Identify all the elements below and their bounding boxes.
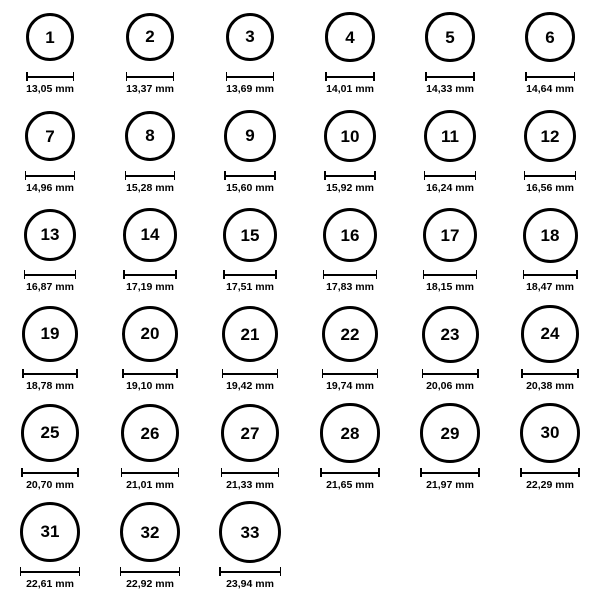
- diameter-value-label: 17,19 mm: [126, 281, 174, 293]
- diameter-measure-bar: [423, 270, 478, 279]
- measure-tick-left: [222, 369, 224, 378]
- measure-tick-left: [125, 171, 127, 180]
- measure-tick-left: [20, 567, 22, 576]
- measure-tick-left: [322, 369, 324, 378]
- measure-tick-left: [120, 567, 122, 576]
- diameter-measure-bar: [425, 72, 475, 81]
- measure-tick-right: [373, 72, 375, 81]
- diameter-measure-bar: [121, 468, 179, 477]
- measure-line: [122, 373, 178, 375]
- ring-size-label: 11: [441, 126, 459, 146]
- measure-tick-right: [277, 369, 279, 378]
- measure-tick-right: [475, 171, 477, 180]
- measure-tick-left: [422, 369, 424, 378]
- measure-line: [20, 571, 80, 573]
- ring-circle: [323, 208, 377, 262]
- ring-size-label: 7: [45, 126, 55, 146]
- ring-circle: [523, 208, 578, 263]
- ring-size-label: 6: [545, 27, 555, 47]
- diameter-measure-bar: [22, 369, 77, 378]
- measure-tick-right: [377, 369, 379, 378]
- measure-tick-left: [425, 72, 427, 81]
- diameter-measure-bar: [223, 270, 277, 279]
- ring-circle: [521, 305, 578, 362]
- measure-tick-right: [476, 270, 478, 279]
- ring-size-label: 20: [140, 324, 160, 344]
- measure-tick-right: [178, 468, 180, 477]
- diameter-value-label: 19,74 mm: [326, 380, 374, 392]
- ring-circle-wrap: [26, 4, 74, 70]
- ring-size-cell: [300, 4, 400, 103]
- ring-circle: [26, 13, 74, 61]
- diameter-value-label: 22,61 mm: [26, 578, 74, 590]
- measure-line: [320, 472, 379, 474]
- diameter-measure-bar: [521, 369, 578, 378]
- ring-circle-wrap: [221, 400, 280, 466]
- ring-circle: [324, 110, 376, 162]
- ring-circle-wrap: [125, 103, 176, 169]
- ring-size-label: 25: [40, 423, 60, 443]
- ring-size-cell: [0, 499, 100, 598]
- measure-line: [125, 175, 176, 177]
- ring-size-cell: [100, 400, 200, 499]
- ring-size-cell: [400, 400, 500, 499]
- measure-tick-right: [577, 369, 579, 378]
- diameter-value-label: 19,10 mm: [126, 380, 174, 392]
- ring-size-cell: [200, 4, 300, 103]
- measure-tick-left: [25, 171, 27, 180]
- measure-line: [324, 175, 376, 177]
- measure-tick-left: [324, 171, 326, 180]
- ring-circle-wrap: [324, 103, 376, 169]
- measure-tick-left: [121, 468, 123, 477]
- ring-circle: [219, 501, 281, 563]
- measure-line: [120, 571, 181, 573]
- ring-circle: [122, 306, 178, 362]
- measure-tick-left: [24, 270, 26, 279]
- ring-size-label: 30: [540, 423, 560, 443]
- ring-size-cell: [500, 202, 600, 301]
- diameter-value-label: 20,38 mm: [526, 380, 574, 392]
- diameter-measure-bar: [424, 171, 476, 180]
- diameter-measure-bar: [226, 72, 275, 81]
- measure-tick-left: [221, 468, 223, 477]
- ring-circle: [121, 404, 179, 462]
- ring-size-cell: [100, 103, 200, 202]
- measure-line: [224, 175, 275, 177]
- measure-tick-left: [226, 72, 228, 81]
- measure-tick-left: [122, 369, 124, 378]
- diameter-value-label: 21,01 mm: [126, 479, 174, 491]
- diameter-value-label: 20,70 mm: [26, 479, 74, 491]
- diameter-value-label: 21,97 mm: [426, 479, 474, 491]
- measure-tick-right: [477, 369, 479, 378]
- ring-circle-wrap: [322, 301, 379, 367]
- diameter-measure-bar: [120, 567, 181, 576]
- ring-circle-wrap: [422, 301, 479, 367]
- ring-size-cell: [100, 4, 200, 103]
- diameter-measure-bar: [420, 468, 480, 477]
- measure-tick-right: [478, 468, 480, 477]
- ring-size-label: 12: [540, 126, 560, 146]
- ring-size-cell: [500, 103, 600, 202]
- ring-size-label: 9: [245, 126, 255, 146]
- measure-tick-right: [273, 72, 275, 81]
- ring-circle-wrap: [25, 103, 76, 169]
- ring-circle-wrap: [424, 103, 476, 169]
- measure-tick-right: [73, 72, 75, 81]
- ring-size-label: 27: [240, 423, 260, 443]
- measure-line: [226, 76, 275, 78]
- ring-size-cell: [0, 202, 100, 301]
- ring-size-label: 24: [540, 324, 560, 344]
- diameter-measure-bar: [323, 270, 377, 279]
- ring-size-cell: [0, 301, 100, 400]
- measure-line: [222, 373, 278, 375]
- diameter-value-label: 16,87 mm: [26, 281, 74, 293]
- diameter-measure-bar: [523, 270, 578, 279]
- ring-size-cell: [400, 103, 500, 202]
- ring-circle-wrap: [224, 103, 275, 169]
- diameter-value-label: 13,05 mm: [26, 83, 74, 95]
- measure-line: [21, 472, 79, 474]
- ring-circle: [125, 111, 176, 162]
- measure-tick-right: [374, 171, 376, 180]
- ring-circle-wrap: [525, 4, 575, 70]
- diameter-measure-bar: [221, 468, 280, 477]
- measure-tick-left: [323, 270, 325, 279]
- diameter-value-label: 17,51 mm: [226, 281, 274, 293]
- ring-circle: [425, 12, 475, 62]
- diameter-measure-bar: [524, 171, 577, 180]
- diameter-value-label: 15,28 mm: [126, 182, 174, 194]
- measure-tick-right: [75, 270, 77, 279]
- measure-line: [521, 373, 578, 375]
- ring-circle: [524, 110, 577, 163]
- measure-tick-left: [525, 72, 527, 81]
- diameter-measure-bar: [322, 369, 379, 378]
- ring-circle-wrap: [219, 499, 281, 565]
- measure-line: [424, 175, 476, 177]
- diameter-value-label: 21,33 mm: [226, 479, 274, 491]
- ring-circle-wrap: [520, 400, 580, 466]
- ring-size-cell: [500, 400, 600, 499]
- ring-circle: [20, 502, 80, 562]
- ring-size-cell: [200, 202, 300, 301]
- ring-size-label: 17: [440, 225, 460, 245]
- diameter-value-label: 16,56 mm: [526, 182, 574, 194]
- ring-size-cell: [100, 499, 200, 598]
- ring-circle: [224, 110, 275, 161]
- measure-tick-right: [575, 171, 577, 180]
- measure-tick-right: [175, 270, 177, 279]
- measure-tick-left: [521, 369, 523, 378]
- measure-line: [325, 76, 374, 78]
- ring-size-label: 8: [145, 126, 155, 146]
- ring-size-cell: [200, 301, 300, 400]
- measure-line: [223, 274, 277, 276]
- ring-circle: [525, 12, 575, 62]
- measure-tick-left: [423, 270, 425, 279]
- diameter-measure-bar: [20, 567, 80, 576]
- ring-circle-wrap: [325, 4, 374, 70]
- measure-tick-left: [325, 72, 327, 81]
- measure-tick-right: [173, 72, 175, 81]
- ring-size-label: 1: [45, 27, 55, 47]
- ring-size-cell: [100, 301, 200, 400]
- diameter-measure-bar: [26, 72, 74, 81]
- ring-size-label: 21: [240, 324, 260, 344]
- ring-size-cell: [200, 499, 300, 598]
- measure-tick-right: [74, 171, 76, 180]
- ring-circle: [325, 12, 374, 61]
- measure-line: [323, 274, 377, 276]
- measure-tick-right: [576, 270, 578, 279]
- measure-line: [25, 175, 76, 177]
- ring-size-label: 19: [40, 324, 60, 344]
- measure-tick-right: [376, 270, 378, 279]
- ring-size-label: 14: [140, 225, 160, 245]
- ring-circle: [221, 404, 280, 463]
- diameter-value-label: 22,29 mm: [526, 479, 574, 491]
- measure-tick-right: [79, 567, 81, 576]
- ring-size-label: 26: [140, 423, 160, 443]
- measure-tick-right: [473, 72, 475, 81]
- measure-tick-left: [524, 171, 526, 180]
- ring-size-label: 29: [440, 423, 460, 443]
- diameter-value-label: 18,47 mm: [526, 281, 574, 293]
- ring-size-label: 23: [440, 324, 460, 344]
- ring-circle-wrap: [123, 202, 176, 268]
- measure-line: [523, 274, 578, 276]
- diameter-measure-bar: [325, 72, 374, 81]
- measure-line: [121, 472, 179, 474]
- ring-circle-wrap: [22, 301, 77, 367]
- measure-tick-left: [223, 270, 225, 279]
- diameter-measure-bar: [219, 567, 281, 576]
- ring-size-label: 22: [340, 324, 360, 344]
- measure-tick-left: [320, 468, 322, 477]
- measure-tick-right: [174, 171, 176, 180]
- diameter-value-label: 22,92 mm: [126, 578, 174, 590]
- measure-line: [524, 175, 577, 177]
- ring-circle-wrap: [20, 499, 80, 565]
- diameter-value-label: 23,94 mm: [226, 578, 274, 590]
- diameter-value-label: 21,65 mm: [326, 479, 374, 491]
- ring-circle: [422, 306, 479, 363]
- diameter-value-label: 13,69 mm: [226, 83, 274, 95]
- measure-line: [219, 571, 281, 573]
- ring-circle-wrap: [425, 4, 475, 70]
- ring-size-label: 31: [40, 522, 60, 542]
- ring-circle-wrap: [320, 400, 379, 466]
- ring-circle: [320, 403, 379, 462]
- ring-size-cell: [200, 103, 300, 202]
- diameter-measure-bar: [520, 468, 580, 477]
- ring-size-label: 28: [340, 423, 360, 443]
- ring-size-label: 18: [540, 225, 560, 245]
- measure-tick-right: [274, 171, 276, 180]
- ring-circle-wrap: [21, 400, 79, 466]
- ring-size-cell: [0, 4, 100, 103]
- ring-size-label: 15: [240, 225, 260, 245]
- ring-circle-wrap: [222, 301, 278, 367]
- measure-tick-right: [76, 369, 78, 378]
- ring-circle: [123, 208, 176, 261]
- ring-circle-wrap: [24, 202, 77, 268]
- ring-circle-wrap: [120, 499, 181, 565]
- ring-circle: [423, 208, 478, 263]
- measure-tick-right: [176, 369, 178, 378]
- diameter-value-label: 14,64 mm: [526, 83, 574, 95]
- measure-tick-left: [22, 369, 24, 378]
- ring-size-label: 33: [240, 522, 260, 542]
- measure-line: [423, 274, 478, 276]
- diameter-value-label: 15,92 mm: [326, 182, 374, 194]
- measure-line: [322, 373, 379, 375]
- ring-size-cell: [200, 400, 300, 499]
- ring-size-label: 32: [140, 522, 160, 542]
- measure-tick-left: [219, 567, 221, 576]
- measure-tick-right: [179, 567, 181, 576]
- ring-size-cell: [0, 103, 100, 202]
- diameter-measure-bar: [525, 72, 575, 81]
- ring-circle: [126, 13, 174, 61]
- ring-size-label: 2: [145, 27, 155, 47]
- ring-size-cell: [400, 202, 500, 301]
- ring-size-cell: [300, 202, 400, 301]
- measure-tick-left: [424, 171, 426, 180]
- ring-circle: [322, 306, 379, 363]
- diameter-measure-bar: [224, 171, 275, 180]
- ring-size-label: 16: [340, 225, 360, 245]
- measure-line: [123, 274, 176, 276]
- diameter-value-label: 14,01 mm: [326, 83, 374, 95]
- measure-line: [126, 76, 174, 78]
- ring-circle-wrap: [223, 202, 277, 268]
- ring-circle-wrap: [226, 4, 275, 70]
- measure-tick-right: [77, 468, 79, 477]
- ring-circle: [21, 404, 79, 462]
- ring-size-cell: [300, 400, 400, 499]
- ring-circle: [24, 209, 77, 262]
- ring-size-cell: [300, 103, 400, 202]
- ring-size-label: 5: [445, 27, 455, 47]
- diameter-value-label: 18,78 mm: [26, 380, 74, 392]
- ring-circle-wrap: [122, 301, 178, 367]
- ring-size-label: 10: [340, 126, 360, 146]
- diameter-measure-bar: [25, 171, 76, 180]
- ring-circle: [120, 502, 181, 563]
- ring-size-label: 13: [40, 225, 60, 245]
- ring-circle-wrap: [126, 4, 174, 70]
- ring-size-label: 3: [245, 27, 255, 47]
- ring-size-cell: [400, 4, 500, 103]
- measure-tick-left: [126, 72, 128, 81]
- diameter-value-label: 17,83 mm: [326, 281, 374, 293]
- measure-line: [422, 373, 479, 375]
- diameter-measure-bar: [122, 369, 178, 378]
- diameter-measure-bar: [222, 369, 278, 378]
- measure-tick-right: [578, 468, 580, 477]
- ring-circle: [520, 403, 580, 463]
- ring-circle-wrap: [523, 202, 578, 268]
- measure-tick-left: [21, 468, 23, 477]
- ring-circle: [25, 111, 76, 162]
- measure-line: [221, 472, 280, 474]
- diameter-value-label: 19,42 mm: [226, 380, 274, 392]
- diameter-value-label: 14,96 mm: [26, 182, 74, 194]
- ring-circle-wrap: [420, 400, 480, 466]
- measure-tick-right: [280, 567, 282, 576]
- measure-tick-left: [520, 468, 522, 477]
- measure-tick-right: [574, 72, 576, 81]
- measure-tick-left: [420, 468, 422, 477]
- ring-circle-wrap: [524, 103, 577, 169]
- measure-tick-right: [278, 468, 280, 477]
- measure-line: [24, 274, 77, 276]
- diameter-measure-bar: [123, 270, 176, 279]
- measure-line: [22, 373, 77, 375]
- ring-circle-wrap: [521, 301, 578, 367]
- diameter-value-label: 16,24 mm: [426, 182, 474, 194]
- ring-size-cell: [100, 202, 200, 301]
- ring-circle: [222, 306, 278, 362]
- ring-size-cell: [400, 301, 500, 400]
- measure-line: [425, 76, 475, 78]
- measure-tick-right: [378, 468, 380, 477]
- ring-circle: [420, 403, 480, 463]
- ring-circle-wrap: [323, 202, 377, 268]
- diameter-measure-bar: [126, 72, 174, 81]
- measure-tick-right: [275, 270, 277, 279]
- ring-circle-wrap: [121, 400, 179, 466]
- diameter-measure-bar: [422, 369, 479, 378]
- measure-tick-left: [523, 270, 525, 279]
- diameter-value-label: 13,37 mm: [126, 83, 174, 95]
- diameter-measure-bar: [320, 468, 379, 477]
- ring-circle: [22, 306, 77, 361]
- diameter-value-label: 14,33 mm: [426, 83, 474, 95]
- measure-line: [520, 472, 580, 474]
- measure-line: [420, 472, 480, 474]
- diameter-value-label: 18,15 mm: [426, 281, 474, 293]
- measure-tick-left: [26, 72, 28, 81]
- ring-size-cell: [500, 301, 600, 400]
- ring-size-label: 4: [345, 27, 355, 47]
- ring-circle: [226, 13, 275, 62]
- ring-circle-wrap: [423, 202, 478, 268]
- ring-size-cell: [0, 400, 100, 499]
- ring-size-cell: [300, 301, 400, 400]
- diameter-measure-bar: [24, 270, 77, 279]
- diameter-measure-bar: [324, 171, 376, 180]
- diameter-measure-bar: [21, 468, 79, 477]
- diameter-measure-bar: [125, 171, 176, 180]
- diameter-value-label: 15,60 mm: [226, 182, 274, 194]
- measure-line: [525, 76, 575, 78]
- measure-line: [26, 76, 74, 78]
- ring-size-cell: [500, 4, 600, 103]
- measure-tick-left: [123, 270, 125, 279]
- ring-circle: [223, 208, 277, 262]
- measure-tick-left: [224, 171, 226, 180]
- diameter-value-label: 20,06 mm: [426, 380, 474, 392]
- ring-circle: [424, 110, 476, 162]
